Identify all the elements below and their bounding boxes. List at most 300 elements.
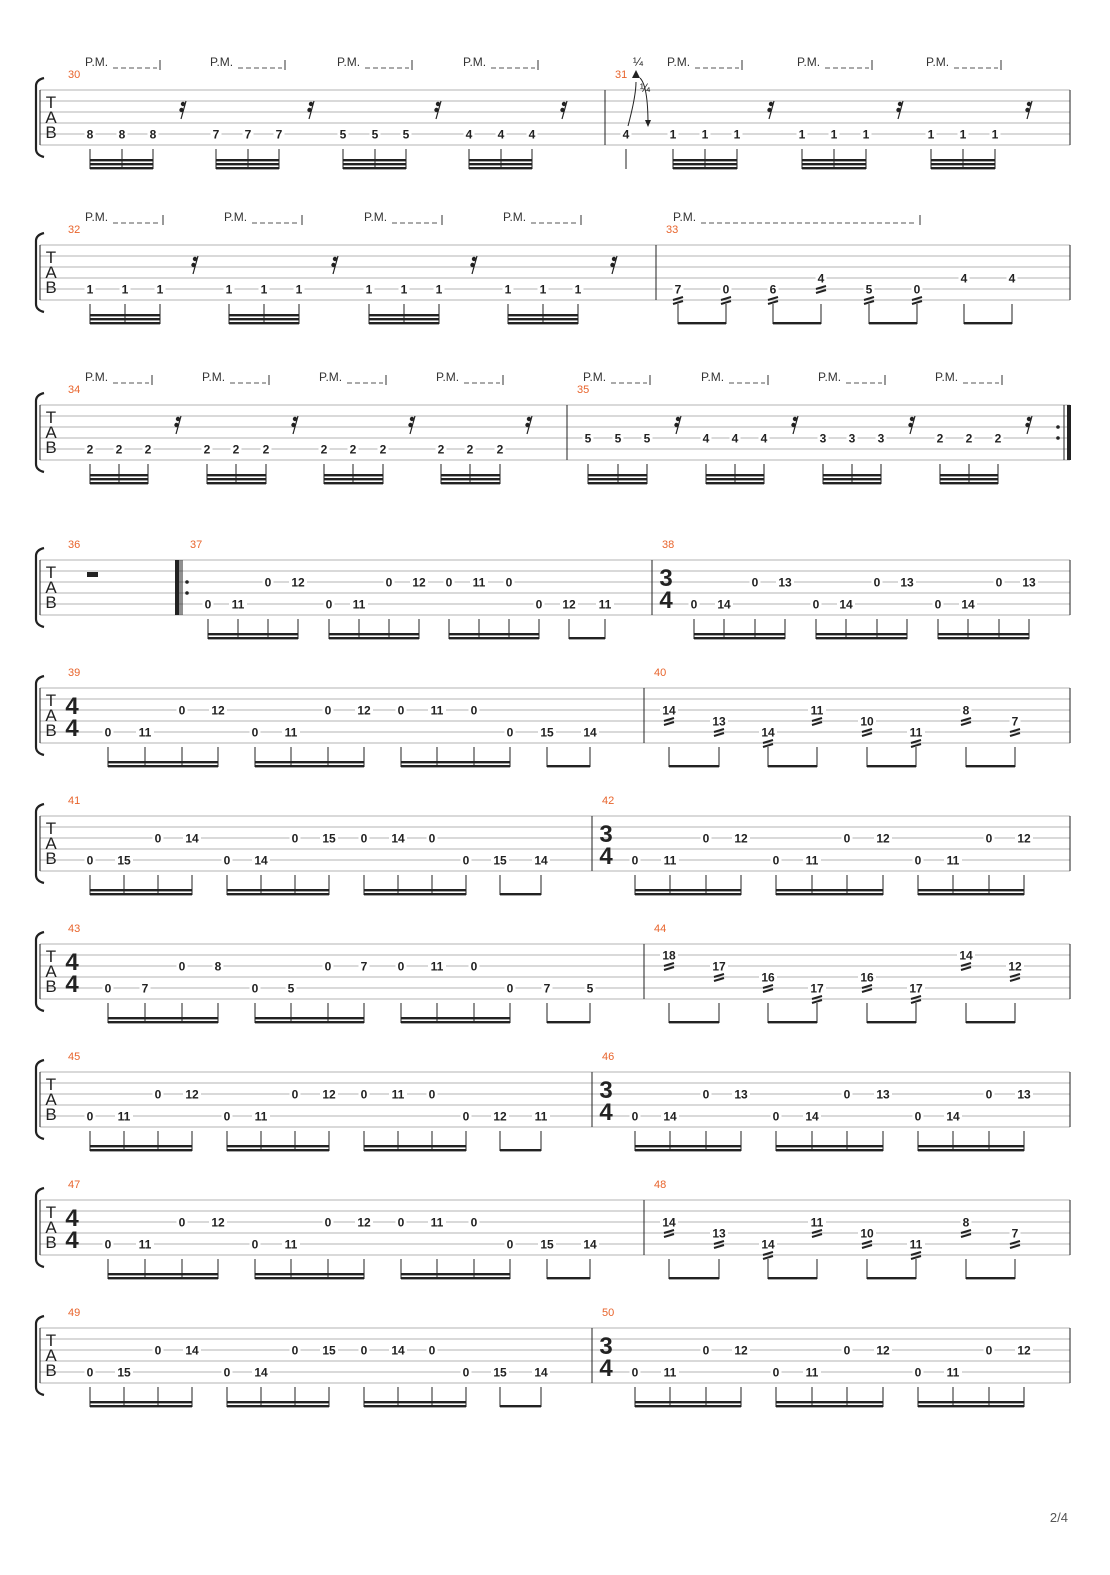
note-group [359,1087,472,1151]
fret-number: 16 [761,970,775,985]
tab-clef-letter: T [45,93,57,112]
fret-number: 0 [104,981,112,996]
palm-mute-label: P.M. [463,55,487,69]
measure [659,539,1070,639]
fret-number: 12 [185,1087,199,1102]
fret-number: 1 [733,127,741,142]
tab-system [36,55,1070,169]
palm-mute-label: P.M. [503,210,527,224]
beam [635,1401,741,1403]
beam [255,765,364,767]
fret-number: 4 [817,271,825,286]
beam [108,1017,218,1019]
bar-number: 49 [68,1307,81,1319]
fret-number: 14 [254,853,268,868]
beam [768,1021,817,1023]
fret-number: 8 [86,127,94,142]
tremolo-stroke [862,1245,872,1248]
fret-number: 13 [900,575,914,590]
fret-number: 11 [810,703,824,718]
tab-system [36,667,1070,767]
fret-number: 11 [391,1087,405,1102]
bar-number: 30 [68,69,81,81]
fret-number: 1 [260,282,268,297]
fret-number: 2 [232,442,240,457]
note-group [503,282,584,324]
beam [227,1401,329,1403]
fret-number: 0 [985,1343,993,1358]
sixteenth-rest [674,416,681,434]
measure [599,1307,1070,1407]
tremolo-stroke [1010,1245,1020,1248]
note-group [957,948,1024,1023]
fret-number: 0 [702,1087,710,1102]
fret-number: 4 [760,431,768,446]
fret-number: 0 [223,1365,231,1380]
fret-number: 2 [437,442,445,457]
palm-mute-label: P.M. [436,370,460,384]
fret-number: 0 [264,575,272,590]
rest-flag [193,257,197,261]
palm-mute-label: P.M. [701,370,725,384]
beam [768,1277,817,1279]
beam [401,1277,510,1279]
release-amount-label: ¼ [639,81,651,95]
fret-number: 4 [528,127,536,142]
fret-number: 11 [284,1237,298,1252]
fret-number: 13 [1017,1087,1031,1102]
fret-number: 1 [991,127,999,142]
measure [654,667,1070,767]
fret-number: 14 [946,1109,960,1124]
fret-number: 13 [778,575,792,590]
note-group [436,442,506,484]
whole-rest [87,572,98,577]
note-group [858,970,925,1023]
note-group [961,703,1021,767]
rest-flag [436,102,440,106]
fret-number: 11 [430,703,444,718]
note-group [103,959,224,1023]
tremolo-stroke [714,1241,724,1244]
note-group [933,575,1039,639]
fret-number: 2 [115,442,123,457]
page-number: 2/4 [1049,1510,1068,1525]
tab-clef-letter: T [45,248,57,267]
fret-number: 1 [225,282,233,297]
rest-flag [331,263,335,267]
fret-number: 2 [466,442,474,457]
tab-clef-letter: T [45,819,57,838]
beam [227,889,329,891]
note-group [222,831,339,895]
fret-number: 5 [614,431,622,446]
tab-clef-letter: B [45,278,57,297]
fret-number: 0 [631,853,639,868]
tremolo-stroke [812,718,822,721]
fret-number: 11 [663,1365,677,1380]
tab-clef-letter: B [45,438,57,457]
beam [669,1277,719,1279]
note-group [660,703,728,767]
fret-number: 2 [379,442,387,457]
fret-number: 0 [251,981,259,996]
beam [324,474,383,476]
fret-number: 0 [360,1343,368,1358]
beam [90,159,153,161]
beam [773,322,821,324]
tremolo-stroke [961,1230,971,1233]
beam [776,893,883,895]
beam [90,474,148,476]
beam [108,761,218,763]
bar-number: 46 [602,1051,615,1063]
beam [90,1405,192,1407]
beam [255,1273,364,1275]
fret-number: 14 [959,948,973,963]
beam [867,1277,916,1279]
rest-flag [176,417,180,421]
beam [364,1401,466,1403]
beam [823,474,881,476]
beam [706,478,764,480]
fret-number: 0 [506,1237,514,1252]
fret-number: 0 [360,831,368,846]
palm-mute-label: P.M. [583,370,607,384]
tab-clef-letter: T [45,1075,57,1094]
measure [68,1307,592,1407]
palm-mute-label: P.M. [667,55,691,69]
beam [364,1405,466,1407]
fret-number: 11 [805,1365,819,1380]
beam [216,159,279,161]
fret-number: 1 [862,127,870,142]
palm-mute-label: P.M. [319,370,343,384]
tremolo-stroke [812,1234,822,1237]
tremolo-stroke [1010,733,1020,736]
fret-number: 0 [934,597,942,612]
note-group [491,1365,550,1407]
tremolo-stroke [862,985,872,988]
fret-number: 11 [810,1215,824,1230]
beam [918,1145,1024,1147]
fret-number: 0 [445,575,453,590]
beam [324,478,383,480]
tremolo-stroke [763,740,773,743]
note-group [701,431,770,484]
time-signature-top: 3 [599,821,613,848]
rest-flag [610,263,614,267]
fret-number: 1 [927,127,935,142]
time-signature-top: 4 [65,1205,79,1232]
fret-number: 12 [1008,959,1022,974]
fret-number: 12 [357,1215,371,1230]
fret-number: 0 [462,1365,470,1380]
fret-number: 0 [251,725,259,740]
fret-number: 0 [843,831,851,846]
fret-number: 6 [769,282,777,297]
fret-number: 0 [702,1343,710,1358]
sixteenth-rest [434,101,441,119]
tab-clef-letter: A [45,1090,57,1109]
time-signature-top: 3 [599,1333,613,1360]
fret-number: 0 [178,959,186,974]
rest-flag [676,417,680,421]
beam [776,889,883,891]
beam [635,1145,741,1147]
palm-mute-label: P.M. [85,370,109,384]
beam [918,1405,1024,1407]
beam [90,889,192,891]
tab-clef-letter: T [45,1331,57,1350]
fret-number: 14 [583,1237,597,1252]
tab-clef-letter: A [45,423,57,442]
fret-number: 4 [1008,271,1016,286]
fret-number: 13 [712,714,726,729]
tab-clef-letter: A [45,263,57,282]
fret-number: 0 [913,282,921,297]
beam [216,167,279,169]
fret-number: 12 [211,1215,225,1230]
beam [940,478,998,480]
beam [343,167,406,169]
beam [635,889,741,891]
tab-clef-letter: B [45,593,57,612]
beam [469,163,532,165]
note-group [324,575,429,639]
fret-number: 11 [472,575,486,590]
tab-clef-letter: B [45,1361,57,1380]
fret-number: 0 [702,831,710,846]
fret-number: 2 [203,442,211,457]
fret-number: 0 [291,1343,299,1358]
note-group [85,442,154,484]
beam [816,637,907,639]
fret-number: 0 [506,725,514,740]
beam [441,474,500,476]
tab-clef-letter: B [45,123,57,142]
fret-number: 11 [946,853,960,868]
fret-number: 0 [506,981,514,996]
beam [229,314,299,316]
tab-clef-letter: T [45,1203,57,1222]
fret-number: 11 [231,597,245,612]
beam [108,1277,218,1279]
note-group [771,1343,893,1407]
fret-number: 5 [584,431,592,446]
measure [68,69,605,169]
time-signature-top: 3 [599,1077,613,1104]
fret-number: 0 [428,831,436,846]
fret-number: 1 [121,282,129,297]
palm-mute-label: P.M. [364,210,388,224]
note-group [211,127,285,169]
beam [401,1021,510,1023]
time-signature-top: 4 [65,949,79,976]
note-group [771,1087,893,1151]
rest-flag [410,417,414,421]
fret-number: 0 [722,282,730,297]
fret-number: 3 [819,431,827,446]
measure [666,224,1070,324]
tremolo-stroke [664,718,674,721]
beam [694,633,785,635]
beam [90,1149,192,1151]
beam [208,633,298,635]
note-group [202,442,272,484]
fret-number: 15 [117,1365,131,1380]
fret-number: 10 [860,1226,874,1241]
beam [441,482,500,484]
rest-flag [560,108,564,112]
note-group [464,127,538,169]
note-group [359,1343,472,1407]
beam [694,637,785,639]
beam [329,637,419,639]
fret-number: 0 [104,1237,112,1252]
fret-number: 7 [275,127,283,142]
note-group [85,831,202,895]
note-group [396,703,516,767]
fret-number: 7 [674,282,682,297]
tab-clef-letter: A [45,1346,57,1365]
rest-flag [434,108,438,112]
fret-number: 18 [662,948,676,963]
tremolo-stroke [664,1234,674,1237]
beam [547,1277,590,1279]
rest-flag [562,102,566,106]
sixteenth-rest [896,101,903,119]
fret-number: 1 [701,127,709,142]
rest-flag [179,108,183,112]
tremolo-stroke [763,744,773,747]
fret-number: 0 [325,597,333,612]
tremolo-stroke [812,722,822,725]
fret-number: 16 [860,970,874,985]
tremolo-stroke [664,967,674,970]
note-group [222,1343,339,1407]
fret-number: 0 [428,1343,436,1358]
rest-flag [470,263,474,267]
fret-number: 2 [262,442,270,457]
note-group [85,1343,202,1407]
note-group [759,970,826,1023]
fret-number: 14 [663,1109,677,1124]
tremolo-stroke [864,297,874,300]
bend-curve-up [628,82,636,126]
beam [706,482,764,484]
beam [588,474,647,476]
beam [931,159,995,161]
fret-number: 1 [798,127,806,142]
note-group [797,127,872,169]
rest-flag [181,102,185,106]
fret-number: 0 [324,959,332,974]
beam [364,889,466,891]
sixteenth-rest [560,101,567,119]
fret-number: 0 [631,1365,639,1380]
beam [227,1145,329,1147]
measure [68,1051,592,1151]
note-group [961,1215,1021,1279]
fret-number: 11 [254,1109,268,1124]
fret-number: 1 [830,127,838,142]
note-group [396,959,516,1023]
note-group [668,127,743,169]
beam [918,889,1024,891]
beam [227,1405,329,1407]
palm-mute-label: P.M. [926,55,950,69]
note-group [364,282,445,324]
beam [678,322,726,324]
fret-number: 0 [324,1215,332,1230]
fret-number: 0 [291,831,299,846]
palm-mute-label: P.M. [337,55,361,69]
fret-number: 2 [349,442,357,457]
fret-number: 0 [154,831,162,846]
tremolo-stroke [714,729,724,732]
fret-number: 11 [663,853,677,868]
time-signature-bottom: 4 [65,1227,79,1254]
measure [68,224,656,324]
beam [867,1021,916,1023]
fret-number: 7 [360,959,368,974]
fret-number: 17 [909,981,923,996]
note-group [319,442,389,484]
bar-number: 50 [602,1307,615,1319]
measure [577,384,1069,484]
rest-flag [898,102,902,106]
beam [918,1149,1024,1151]
tremolo-stroke [768,297,778,300]
fret-number: 0 [843,1087,851,1102]
fret-number: 13 [712,1226,726,1241]
tab-clef-letter: B [45,1233,57,1252]
fret-number: 1 [959,127,967,142]
repeat-dot [1056,425,1060,429]
tremolo-stroke [862,989,872,992]
fret-number: 0 [204,597,212,612]
bar-number: 38 [662,539,675,551]
tremolo-stroke [673,301,683,304]
note-group [203,575,308,639]
fret-number: 1 [295,282,303,297]
fret-number: 2 [496,442,504,457]
tab-clef-letter: A [45,962,57,981]
fret-number: 5 [371,127,379,142]
beam [343,159,406,161]
beam [966,1277,1015,1279]
fret-number: 0 [985,831,993,846]
beam [369,314,439,316]
fret-number: 0 [772,1365,780,1380]
tremolo-stroke [862,729,872,732]
fret-number: 2 [320,442,328,457]
fret-number: 17 [810,981,824,996]
tab-system [36,210,1070,324]
beam [669,1021,719,1023]
fret-number: 0 [470,1215,478,1230]
measure [65,667,644,767]
beam [588,482,647,484]
fret-number: 1 [669,127,677,142]
measure [654,923,1070,1023]
palm-mute-label: P.M. [210,55,234,69]
beam [940,474,998,476]
tremolo-stroke [912,297,922,300]
fret-number: 0 [772,1109,780,1124]
note-group [660,1215,728,1279]
